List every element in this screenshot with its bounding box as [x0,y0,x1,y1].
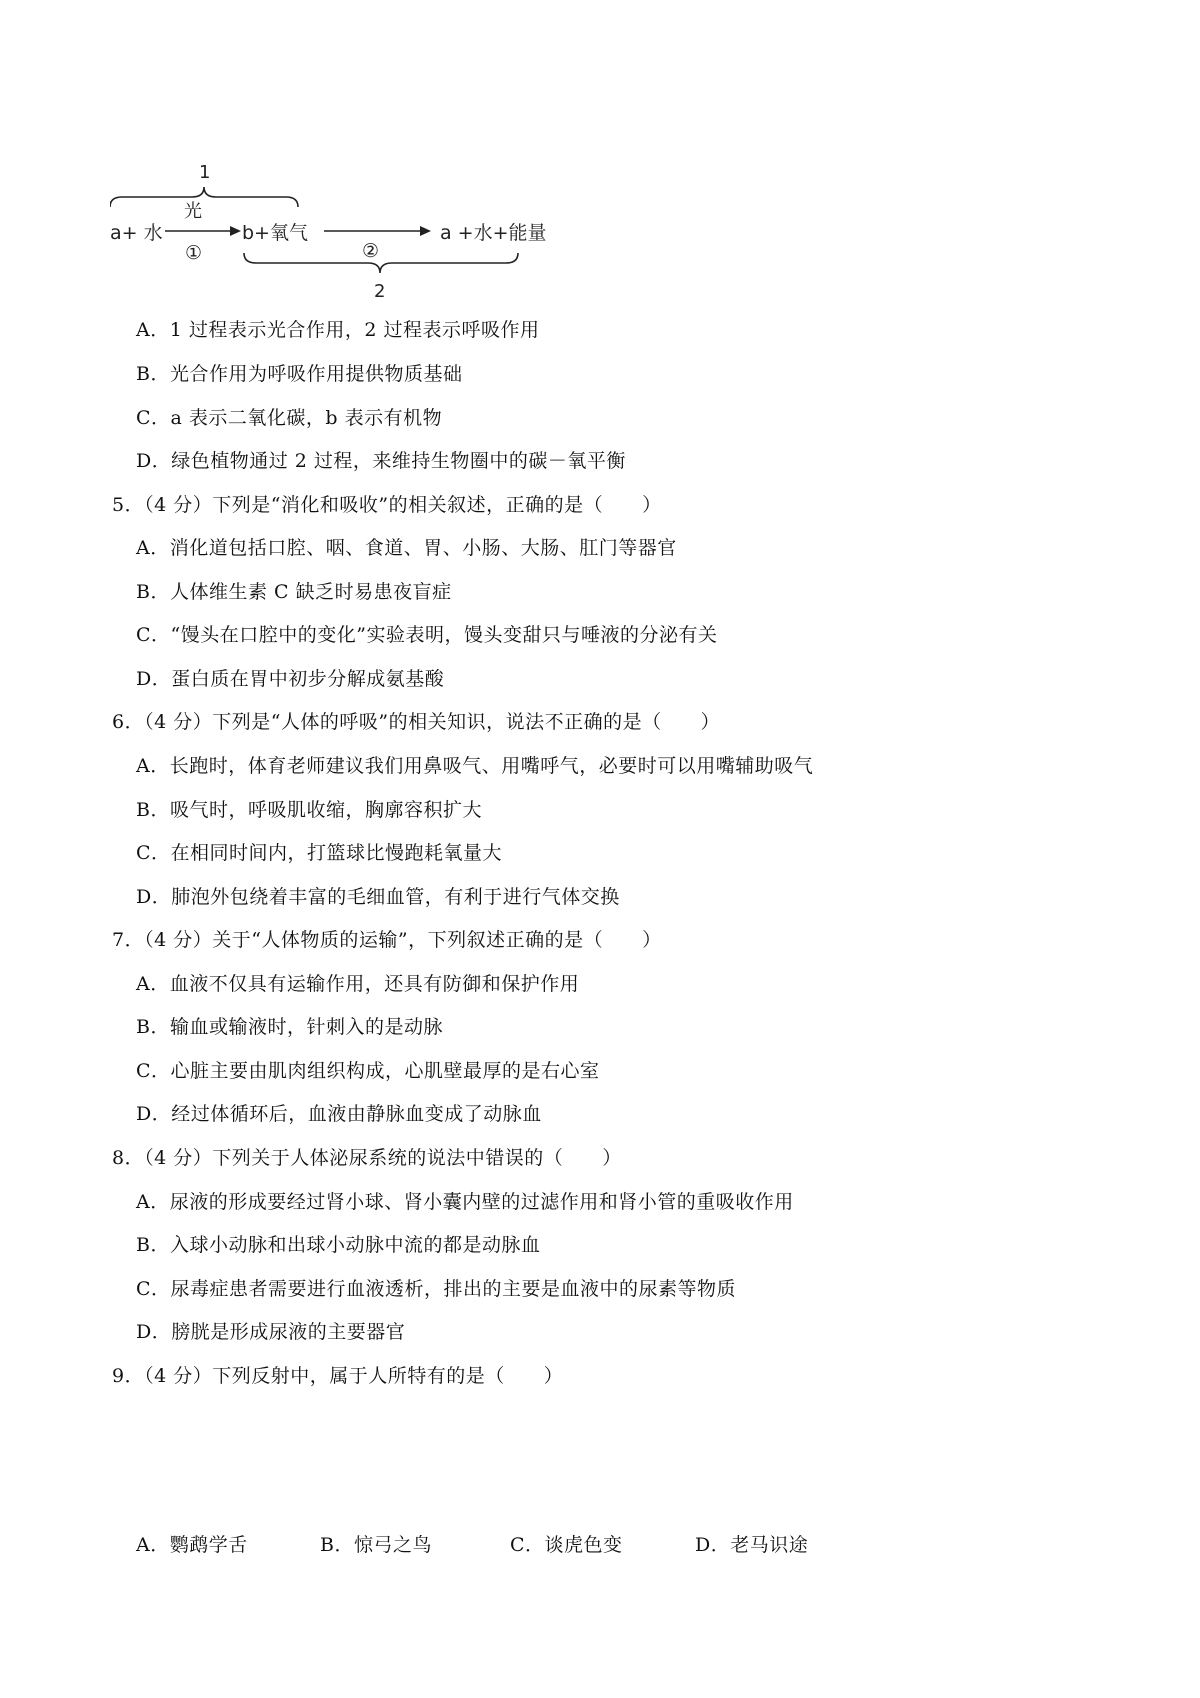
q9-stem: 9．（4 分）下列反射中，属于人所特有的是（ ） [112,1365,564,1387]
step-2-label: ② [362,240,380,262]
light-label: 光 [184,201,202,222]
q6-option-b: B．吸气时，呼吸肌收缩，胸廓容积扩大 [136,799,482,821]
q9-options-row [136,1533,1036,1557]
q9-option-b: B．惊弓之鸟 [320,1534,432,1556]
q6-option-c: C．在相同时间内，打篮球比慢跑耗氧量大 [136,842,503,864]
step-1-label: ① [185,242,203,264]
q8-option-d: D．膀胱是形成尿液的主要器官 [136,1321,406,1343]
q8-stem: 8．（4 分）下列关于人体泌尿系统的说法中错误的（ ） [112,1147,622,1169]
q6-option-a: A．长跑时，体育老师建议我们用鼻吸气、用嘴呼气，必要时可以用嘴辅助吸气 [136,755,814,777]
label-2: 2 [374,281,386,302]
q7-option-b: B．输血或输液时，针刺入的是动脉 [136,1016,443,1038]
q8-option-b: B．入球小动脉和出球小动脉中流的都是动脉血 [136,1234,541,1256]
q7-option-a: A．血液不仅具有运输作用，还具有防御和保护作用 [136,973,580,995]
arrow-2-head [420,226,431,236]
middle-expression: b+氧气 [242,222,308,244]
q9-option-a: A．鹦鹉学舌 [136,1534,248,1556]
q9-option-d: D．老马识途 [695,1534,809,1556]
photosynthesis-respiration-diagram [110,155,590,315]
arrow-1-head [230,226,241,236]
q4-option-d: D．绿色植物通过 2 过程，来维持生物圈中的碳－氧平衡 [136,450,626,472]
process-diagram [110,155,590,315]
q7-option-c: C．心脏主要由肌肉组织构成，心肌壁最厚的是右心室 [136,1060,600,1082]
q5-stem: 5．（4 分）下列是“消化和吸收”的相关叙述，正确的是（ ） [112,494,662,516]
q5-option-c: C．“馒头在口腔中的变化”实验表明，馒头变甜只与唾液的分泌有关 [136,624,718,646]
brace-2 [244,253,518,273]
q7-stem: 7．（4 分）关于“人体物质的运输”，下列叙述正确的是（ ） [112,929,662,951]
q7-option-d: D．经过体循环后，血液由静脉血变成了动脉血 [136,1103,542,1125]
q4-option-c: C．a 表示二氧化碳，b 表示有机物 [136,407,443,429]
q5-option-b: B．人体维生素 C 缺乏时易患夜盲症 [136,581,452,603]
q5-option-d: D．蛋白质在胃中初步分解成氨基酸 [136,668,445,690]
brace-1 [110,187,298,207]
right-expression: a +水+能量 [440,222,547,244]
left-expression: a+ 水 [110,222,163,244]
q8-option-c: C．尿毒症患者需要进行血液透析，排出的主要是血液中的尿素等物质 [136,1278,737,1300]
q4-option-a: A．1 过程表示光合作用，2 过程表示呼吸作用 [136,319,540,341]
q4-option-b: B．光合作用为呼吸作用提供物质基础 [136,363,463,385]
label-1: 1 [199,162,211,183]
q6-stem: 6．（4 分）下列是“人体的呼吸”的相关知识，说法不正确的是（ ） [112,711,721,733]
q9-option-c: C．谈虎色变 [510,1534,623,1556]
q5-option-a: A．消化道包括口腔、咽、食道、胃、小肠、大肠、肛门等器官 [136,537,677,559]
q6-option-d: D．肺泡外包绕着丰富的毛细血管，有利于进行气体交换 [136,886,620,908]
q8-option-a: A．尿液的形成要经过肾小球、肾小囊内壁的过滤作用和肾小管的重吸收作用 [136,1191,794,1213]
